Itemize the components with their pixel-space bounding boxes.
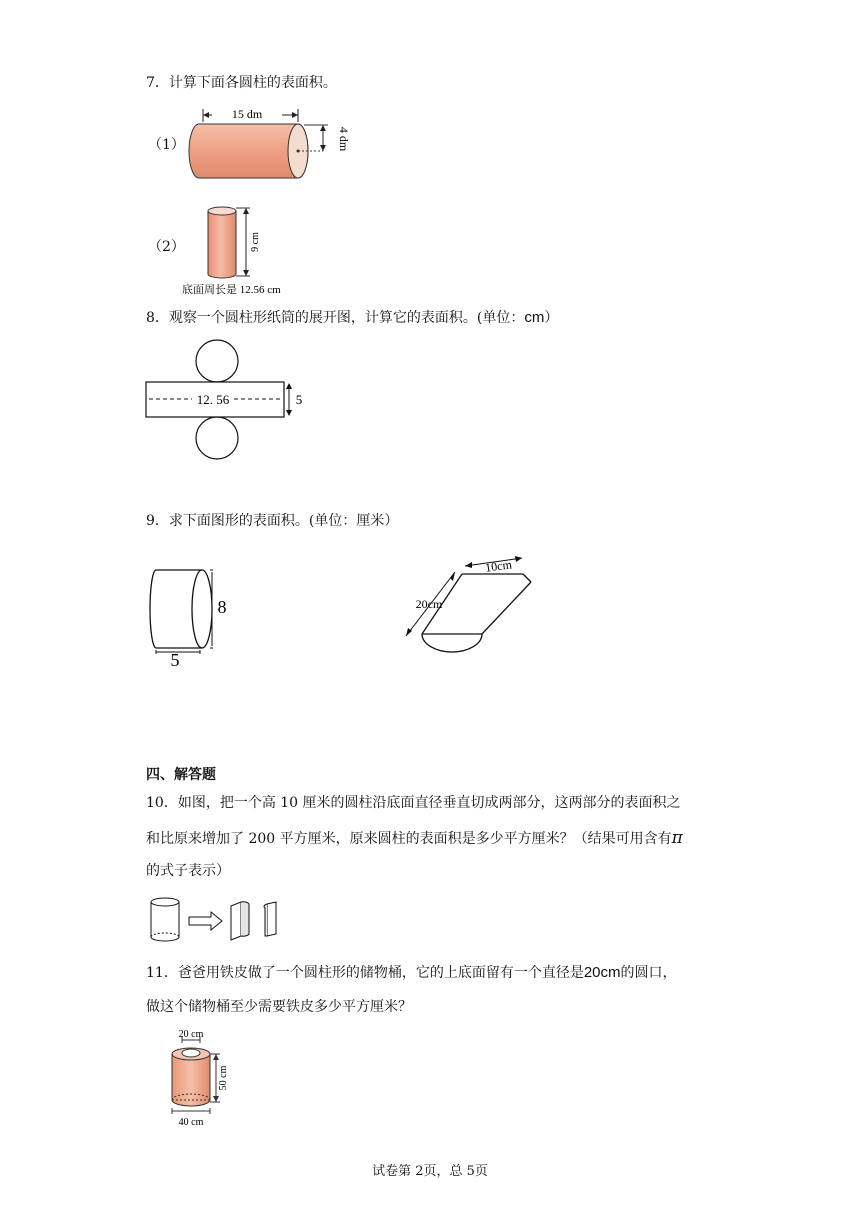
q8-length-label: 12. 56 [196, 392, 230, 407]
q7-length-label: 15 dm [231, 107, 263, 121]
q7-circumference-caption: 底面周长是 12.56 cm [182, 284, 281, 296]
q7-cylinder-1 [180, 104, 360, 184]
q9-width-cm-label: 10cm [484, 557, 513, 575]
pi-symbol: π [671, 828, 683, 848]
page-footer: 试卷第 2页，总 5页 [372, 1164, 488, 1179]
q8-title-unit: cm [524, 309, 545, 326]
q8-net-diagram [140, 335, 320, 467]
q11-storage-bucket-diagram [160, 1022, 250, 1132]
q9-height-label: 8 [217, 597, 227, 617]
section-heading: 四、解答题 [146, 767, 216, 783]
q9-half-cylinder-figure [400, 548, 540, 670]
q10-line2 [146, 828, 683, 849]
q7-title: 7．计算下面各圆柱的表面积。 [146, 75, 337, 91]
q10-line2-main: 和比原来增加了 200 平方厘米，原来圆柱的表面积是多少平方厘米？（结果可用含有 [146, 831, 672, 847]
q11-hole-diameter: 20cm [583, 964, 621, 981]
q11-line1-main: 11．爸爸用铁皮做了一个圆柱形的储物桶，它的上底面留有一个直径是 [146, 965, 584, 981]
q11-height-label: 50 cm [218, 1065, 229, 1091]
q7-diameter-label: 4 dm [337, 126, 351, 152]
q7-part2-label: （2） [148, 239, 185, 255]
q7-part1-label: （1） [148, 137, 185, 153]
q11-line1-end: 的圆口， [620, 965, 677, 981]
q9-length-cm-label: 20cm [415, 597, 443, 611]
q11-line2: 做这个储物桶至少需要铁皮多少平方厘米？ [146, 999, 412, 1015]
q8-height-label: 5 [295, 392, 303, 407]
q10-line1: 10．如图，把一个高 10 厘米的圆柱沿底面直径垂直切成两部分，这两部分的表面积之 [146, 795, 681, 811]
q8-title-main: 8．观察一个圆柱形纸筒的展开图，计算它的表面积。(单位： [146, 310, 525, 326]
q8-title [146, 308, 558, 328]
q11-diameter-label: 40 cm [178, 1117, 204, 1128]
q11-line1 [146, 963, 677, 983]
q7-cylinder-2 [180, 200, 330, 298]
q11-hole-label: 20 cm [178, 1029, 204, 1040]
q10-cut-diagram [145, 892, 295, 946]
q7-height-label: 9 cm [250, 232, 261, 252]
q8-title-end: ） [544, 310, 559, 326]
q9-title: 9．求下面图形的表面积。(单位：厘米） [146, 513, 399, 529]
q9-cylinder-figure [140, 560, 240, 670]
q9-width-label: 5 [170, 650, 180, 670]
q10-line3: 的式子表示） [146, 863, 230, 879]
